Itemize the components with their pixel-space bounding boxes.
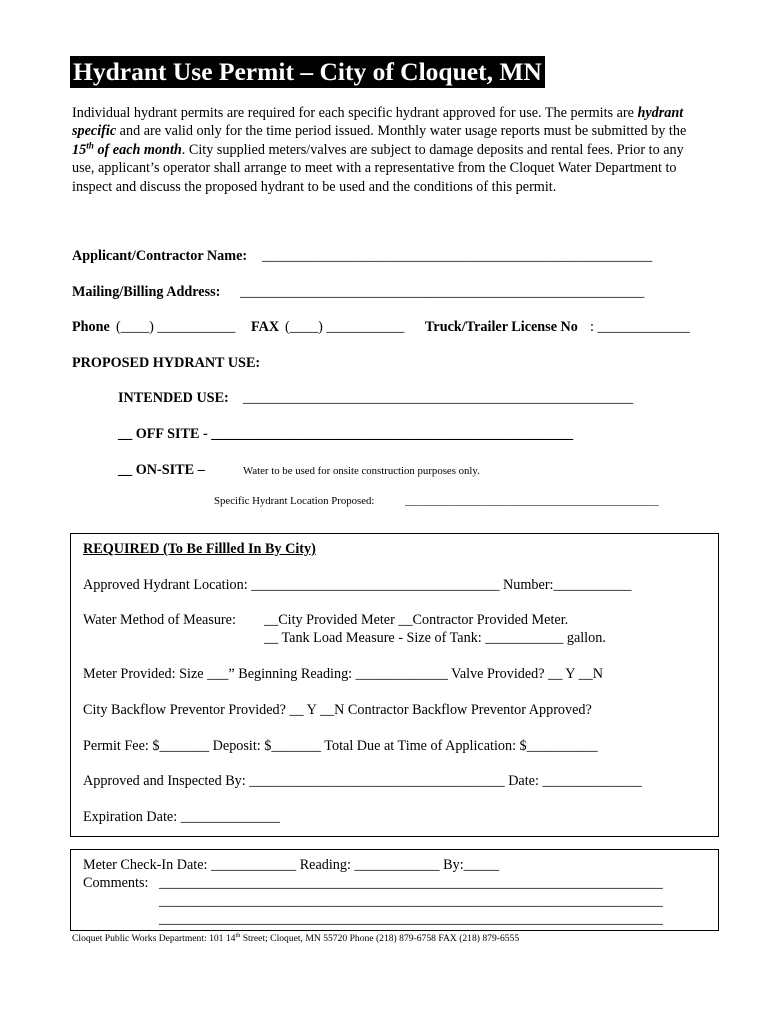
proposed-use-heading: PROPOSED HYDRANT USE: [72, 355, 261, 371]
page-title: Hydrant Use Permit – City of Cloquet, MN [70, 56, 545, 88]
applicant-name-label: Applicant/Contractor Name: [72, 248, 248, 264]
mailing-address-label: Mailing/Billing Address: [72, 284, 221, 300]
intro-text-2: and are valid only for the time period issued. Monthly water usage reports must be submitted by the [116, 123, 687, 140]
specific-location-label: Specific Hydrant Location Proposed: [214, 495, 375, 507]
phone-label: Phone [72, 319, 110, 335]
specific-location-field[interactable]: _______________________________________________ [405, 495, 659, 507]
comments-label: Comments: [83, 875, 149, 891]
onsite-option[interactable]: __ ON-SITE – [118, 462, 205, 478]
fax-field[interactable]: (____) ___________ [285, 319, 405, 335]
approved-by-line[interactable]: Approved and Inspected By: ____________________________________ Date: ______________ [83, 773, 642, 789]
onsite-note: Water to be used for onsite construction purposes only. [243, 465, 480, 477]
intro-text-1: Individual hydrant permits are required for each specific hydrant approved for use. The permits are [72, 105, 638, 121]
meter-provided-line[interactable]: Meter Provided: Size ___” Beginning Reading: _____________ Valve Provided? __ Y __N [83, 666, 604, 682]
intro-emphasis-day: 15 [72, 141, 87, 158]
fee-line[interactable]: Permit Fee: $_______ Deposit: $_______ Total Due at Time of Application: $__________ [83, 738, 598, 754]
backflow-line[interactable]: City Backflow Preventor Provided? __ Y __N Contractor Backflow Preventor Approved? [83, 702, 592, 718]
applicant-name-field[interactable]: _______________________________________________________ [262, 248, 653, 264]
city-required-heading: REQUIRED (To Be Fillled In By City) [83, 541, 316, 557]
comments-field-3[interactable]: _______________________________________________________________________ [159, 911, 663, 927]
expiration-line[interactable]: Expiration Date: ______________ [83, 809, 281, 825]
footer-text-b: Street; Cloquet, MN 55720 Phone (218) 879-6758 FAX (218) 879-6555 [240, 933, 520, 944]
water-method-options[interactable]: __City Provided Meter __Contractor Provided Meter. [264, 612, 569, 628]
intro-emphasis-hydrant-specific: hydrant specific [72, 105, 684, 140]
intro-emphasis-month: of each month [93, 141, 182, 158]
approved-location-line[interactable]: Approved Hydrant Location: ___________________________________ Number:___________ [83, 577, 632, 593]
water-method-label: Water Method of Measure: [83, 612, 236, 628]
truck-license-field[interactable]: : _____________ [590, 319, 690, 335]
tank-load-option[interactable]: __ Tank Load Measure - Size of Tank: ___________ gallon. [264, 630, 606, 646]
intro-paragraph [72, 104, 704, 196]
footer-address [72, 933, 519, 944]
fax-label: FAX [251, 319, 280, 335]
mailing-address-field[interactable]: _________________________________________________________ [240, 284, 645, 300]
phone-field[interactable]: (____) ___________ [116, 319, 236, 335]
footer-text-a: Cloquet Public Works Department: 101 14 [72, 933, 236, 944]
offsite-option[interactable]: __ OFF SITE - ___________________________________________________ [118, 426, 574, 442]
truck-license-label: Truck/Trailer License No [425, 319, 578, 335]
comments-field-1[interactable]: _______________________________________________________________________ [159, 875, 663, 891]
intro-emphasis-sup: th [86, 140, 94, 151]
checkin-line[interactable]: Meter Check-In Date: ____________ Reading: ____________ By:_____ [83, 857, 500, 873]
intro-text-3: . City supplied meters/valves are subject to damage deposits and rental fees. Prior to any use, applicant’s operator shall arrange to meet with a representative from the Cloquet Water Department to inspect and discuss the proposed hydrant to be used and the conditions of this permit. [72, 141, 684, 195]
intended-use-field[interactable]: _______________________________________________________ [243, 390, 634, 406]
footer-sup: th [235, 931, 241, 939]
comments-field-2[interactable]: _______________________________________________________________________ [159, 893, 663, 909]
intended-use-label: INTENDED USE: [118, 390, 229, 406]
